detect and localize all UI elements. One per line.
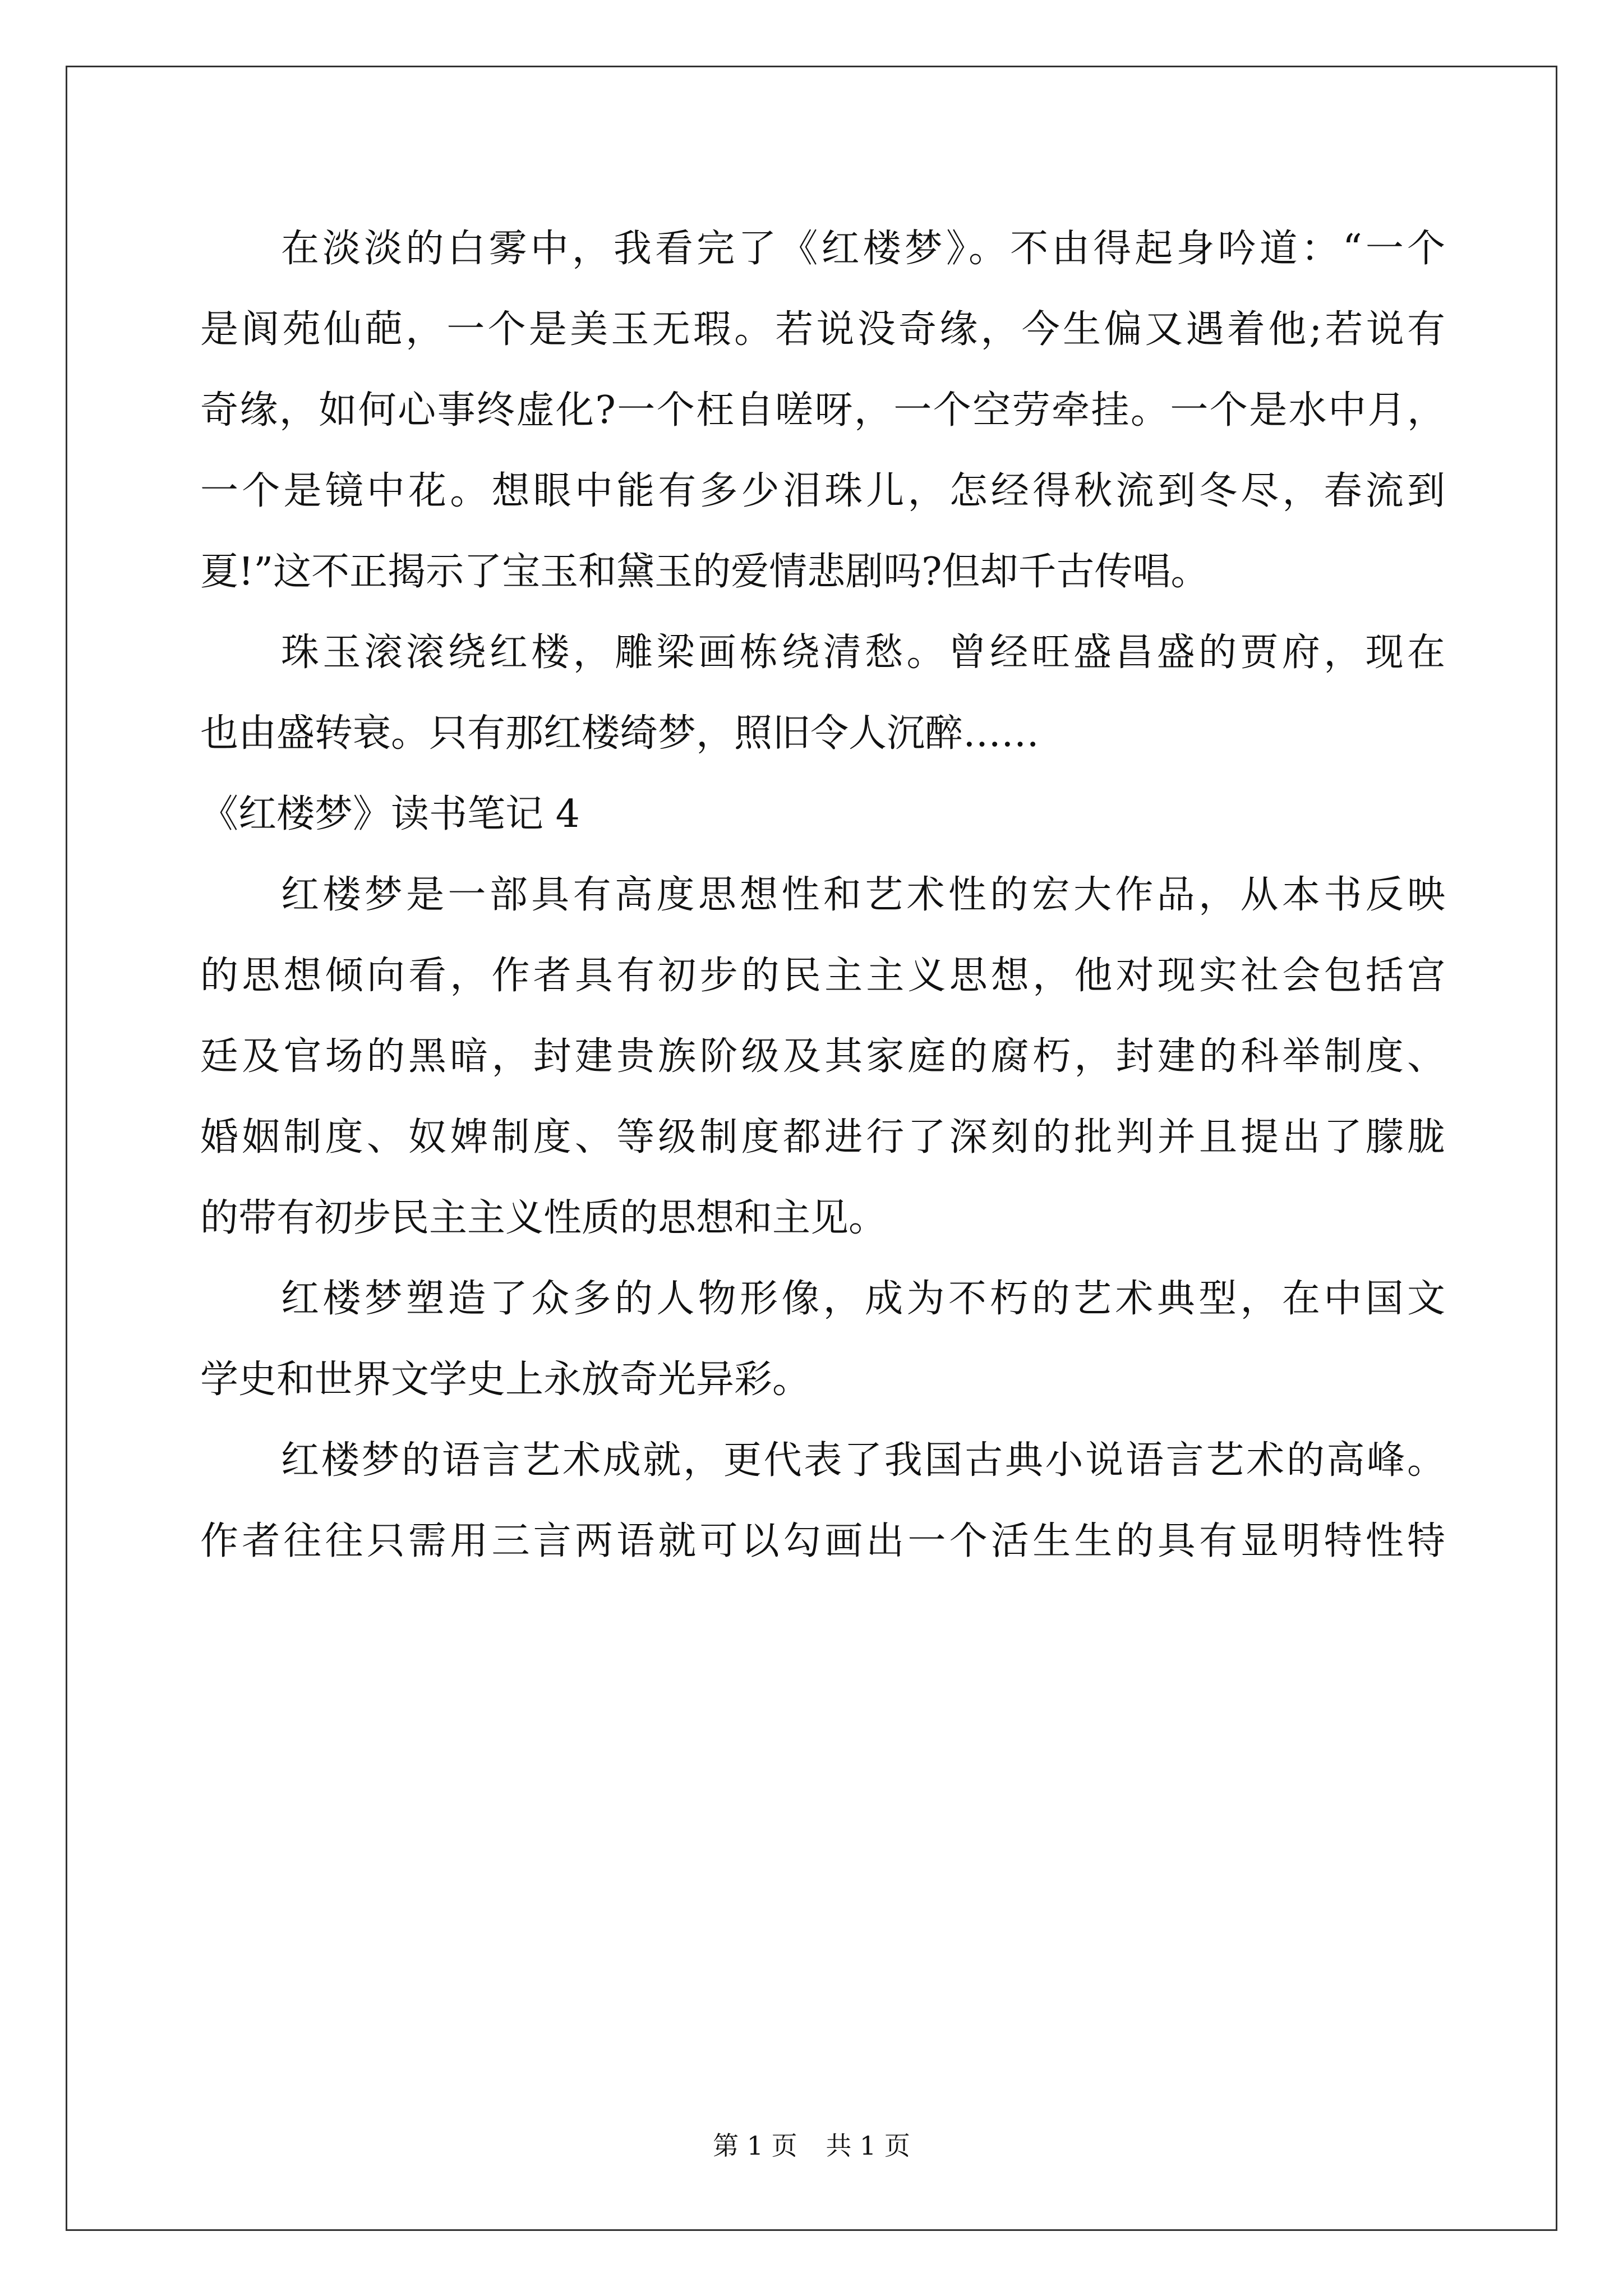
text-line: 在淡淡的白雾中，我看完了《红楼梦》。不由得起身吟道：“一个 <box>281 227 1445 271</box>
text-line: 的思想倾向看，作者具有初步的民主主义思想，他对现实社会包括宫 <box>200 954 1445 998</box>
text-line: 红楼梦是一部具有高度思想性和艺术性的宏大作品，从本书反映 <box>281 873 1445 917</box>
page-number: 第 1 页 <box>713 2131 797 2161</box>
text-line: 奇缘，如何心事终虚化?一个枉自嗟呀，一个空劳牵挂。一个是水中月， <box>200 388 1445 432</box>
page-total: 共 1 页 <box>826 2131 910 2161</box>
text-line: 的带有初步民主主义性质的思想和主见。 <box>200 1196 887 1240</box>
text-line: 也由盛转衰。只有那红楼绮梦，照旧令人沉醉…… <box>200 711 1040 756</box>
text-line: 红楼梦的语言艺术成就，更代表了我国古典小说语言艺术的高峰。 <box>281 1438 1445 1483</box>
section-heading: 《红楼梦》读书笔记 4 <box>200 792 580 836</box>
text-line: 作者往往只需用三言两语就可以勾画出一个活生生的具有显明特性特 <box>200 1519 1445 1563</box>
text-line: 夏!”这不正揭示了宝玉和黛玉的爱情悲剧吗?但却千古传唱。 <box>200 550 1209 594</box>
text-line: 珠玉滚滚绕红楼，雕梁画栋绕清愁。曾经旺盛昌盛的贾府，现在 <box>281 631 1445 675</box>
text-line: 红楼梦塑造了众多的人物形像，成为不朽的艺术典型，在中国文 <box>281 1277 1445 1321</box>
text-line: 廷及官场的黑暗，封建贵族阶级及其家庭的腐朽，封建的科举制度、 <box>200 1034 1445 1079</box>
text-line: 学史和世界文学史上永放奇光异彩。 <box>200 1358 811 1402</box>
page-footer <box>0 2129 1623 2162</box>
text-line: 一个是镜中花。想眼中能有多少泪珠儿，怎经得秋流到冬尽，春流到 <box>200 469 1445 513</box>
document-body <box>200 209 1445 1582</box>
text-line: 是阆苑仙葩，一个是美玉无瑕。若说没奇缘，今生偏又遇着他;若说有 <box>200 307 1445 352</box>
text-line: 婚姻制度、奴婢制度、等级制度都进行了深刻的批判并且提出了朦胧 <box>200 1115 1445 1159</box>
